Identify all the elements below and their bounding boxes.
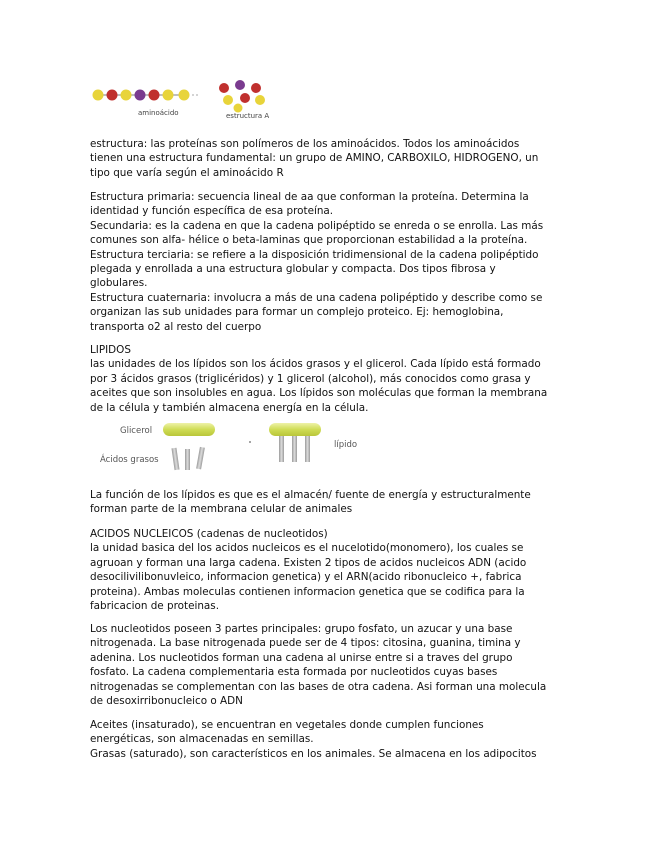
amino-acid-bead — [163, 90, 174, 101]
cluster-bead — [251, 83, 261, 93]
nucleic-acids-paragraph — [90, 527, 570, 613]
structure-label: estructura A — [226, 112, 270, 120]
text-line: globulares. — [90, 277, 148, 290]
lipid-fatty-acid — [292, 436, 297, 462]
fatty-acid-stick — [185, 449, 190, 470]
text-line: agruoan y forman una larga cadena. Existen 2 tipos de acidos nucleicos ADN (acido — [90, 556, 527, 569]
acidos-grasos-label: Ácidos grasos — [100, 455, 159, 465]
amino-acid-label: aminoácido — [138, 109, 179, 117]
lipids-paragraph — [90, 343, 570, 415]
cluster-bead — [219, 83, 229, 93]
text-line: Estructura terciaria: se refiere a la disposición tridimensional de la cadena polipéptido — [90, 248, 539, 261]
text-line: nitrogenada. La base nitrogenada puede ser de 4 tipos: citosina, guanina, timina y — [90, 637, 521, 650]
text-line: identidad y función específica de esa proteína. — [90, 205, 334, 218]
cluster-bead — [235, 80, 245, 90]
text-line: La función de los lípidos es que es el almacén/ fuente de energía y estructuralmente — [90, 489, 531, 501]
text-line: desocilivilibonuvleico, informacion genetica) y el ARN(acido ribonucleico +, fabrica — [90, 571, 522, 584]
text-line: comunes son alfa- hélice o beta-laminas que proporcionan estabilidad a la proteína. — [90, 234, 528, 247]
text-line: aceites que son insolubles en agua. Los lípidos son moléculas que forman la membrana — [90, 387, 548, 400]
text-line: Los nucleotidos poseen 3 partes principales: grupo fosfato, un azucar y una base — [90, 623, 513, 635]
text-line: de la célula y también almacena energía en la célula. — [90, 401, 369, 414]
text-line: las unidades de los lípidos son los ácidos grasos y el glicerol. Cada lípido está formado — [90, 358, 541, 371]
lipid-fatty-acid — [305, 436, 310, 462]
cluster-bead — [223, 95, 233, 105]
lipid-function-paragraph — [90, 488, 570, 517]
text-line: fosfato. La cadena complementaria esta formada por nucleotidos cuyas bases — [90, 666, 498, 679]
section-heading: ACIDOS NUCLEICOS (cadenas de nucleotidos) — [90, 528, 328, 540]
text-line: por 3 ácidos grasos (triglicéridos) y 1 glicerol (alcohol), más conocidos como grasa y — [90, 372, 531, 385]
section-heading: LIPIDOS — [90, 344, 131, 356]
text-line: nitrogenadas se complementan con las bases de otra cadena. Asi forman una molecula — [90, 680, 547, 693]
lipid-fatty-acid — [279, 436, 284, 462]
lipid-figure — [155, 420, 335, 475]
text-line: tienen una estructura fundamental: un grupo de AMINO, CARBOXILO, HIDROGENO, un — [90, 152, 539, 165]
text-line: adenina. Los nucleotidos forman una cadena al unirse entre si a traves del grupo — [90, 651, 513, 664]
glicerol-bar — [163, 423, 215, 436]
cluster-bead — [240, 93, 250, 103]
fatty-acid-stick — [196, 447, 205, 470]
text-line: la unidad basica del los acidos nucleicos es el nucelotido(monomero), los cuales se — [90, 542, 524, 555]
protein-structure-paragraph — [90, 137, 570, 180]
lipid-glicerol-bar — [269, 423, 321, 436]
text-line: de desoxirribonucleico o ADN — [90, 695, 243, 708]
text-line: energéticas, son almacenadas en semillas. — [90, 733, 314, 746]
text-line: Estructura primaria: secuencia lineal de aa que conforman la proteína. Determina la — [90, 191, 529, 203]
text-line: organizan las sub unidades para formar un complejo proteico. Ej: hemoglobina, — [90, 306, 504, 319]
text-line: transporta o2 al resto del cuerpo — [90, 320, 262, 333]
text-line: estructura: las proteínas son polímeros de los aminoácidos. Todos los aminoácidos — [90, 138, 520, 150]
nucleotides-paragraph — [90, 622, 570, 708]
fatty-acid-stick — [171, 448, 179, 470]
glicerol-label: Glicerol — [120, 426, 153, 436]
text-line: Aceites (insaturado), se encuentran en vegetales donde cumplen funciones — [90, 719, 484, 731]
amino-acid-bead — [179, 90, 190, 101]
text-line: Estructura cuaternaria: involucra a más de una cadena polipéptido y describe como se — [90, 291, 543, 304]
cluster-bead — [255, 95, 265, 105]
text-line: plegada y enrollada a una estructura globular y compacta. Dos tipos fibrosa y — [90, 263, 496, 276]
lipido-label: lípido — [334, 440, 358, 450]
text-line: Grasas (saturado), son característicos en los animales. Se almacena en los adipocitos — [90, 747, 537, 760]
text-line: proteina). Ambas moleculas contienen informacion genetica que se codifica para la — [90, 585, 525, 598]
protein-levels-paragraph — [90, 190, 570, 334]
amino-acid-bead — [121, 90, 132, 101]
text-line: forman parte de la membrana celular de animales — [90, 503, 353, 516]
separator-dot — [249, 441, 251, 443]
amino-acid-bead — [107, 90, 118, 101]
text-line: fabricacion de proteinas. — [90, 600, 220, 613]
text-line: Secundaria: es la cadena en que la cadena polipéptido se enreda o se enrolla. Las más — [90, 219, 544, 232]
amino-acid-bead — [149, 90, 160, 101]
oils-fats-paragraph — [90, 718, 570, 761]
amino-acid-bead — [93, 90, 104, 101]
amino-acid-bead — [135, 90, 146, 101]
text-line: tipo que varía según el aminoácido R — [90, 166, 284, 179]
